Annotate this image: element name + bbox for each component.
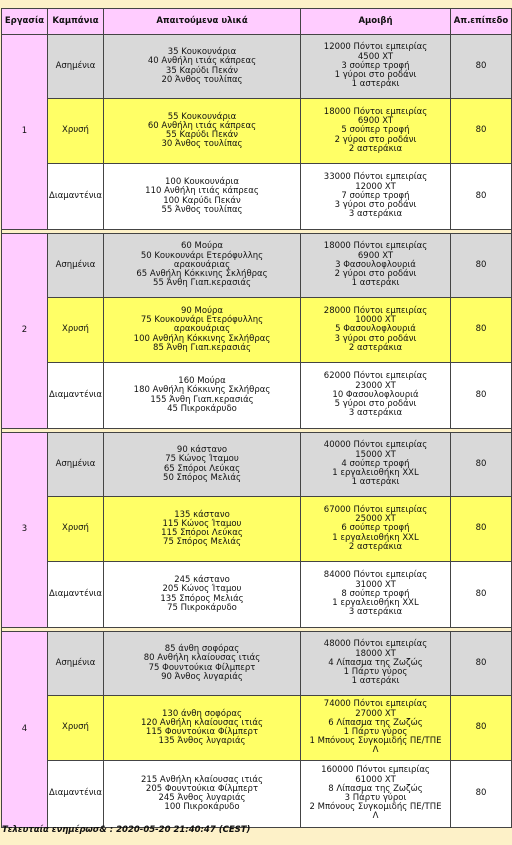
material-item: 85 Άνθη Γιαπ.κερασιάς	[153, 342, 251, 353]
material-item: 75 Πικροκάρυδο	[167, 602, 237, 613]
material-item: 100 Κουκουνάρια	[165, 177, 239, 188]
reward-item: 12000 Πόντοι εμπειρίας	[323, 42, 428, 53]
last-updated: Τελευταία ενημέρωσ& : 2020-05-20 21:40:47 (CEST)	[2, 825, 251, 835]
reward-item: 84000 Πόντοι εμπειρίας	[323, 570, 428, 581]
reward-cell	[301, 497, 451, 562]
reward-item: 3 σούπερ τροφή	[341, 60, 410, 71]
required-level: 80	[451, 99, 512, 164]
table-row	[2, 298, 512, 363]
campaign-name: Χρυσή	[48, 99, 104, 164]
required-level: 80	[451, 363, 512, 429]
reward-cell	[301, 363, 451, 429]
reward-item: Λ	[372, 811, 379, 822]
reward-cell	[301, 234, 451, 298]
reward-item: 3 αστεράκια	[348, 607, 403, 618]
reward-cell	[301, 164, 451, 230]
material-item: αρακουάριας	[173, 324, 231, 335]
material-item: 245 Άνθος λυγαριάς	[158, 793, 246, 803]
material-item: 115 Σπόροι Λεύκας	[161, 528, 243, 538]
reward-item: 4500 XT	[357, 51, 394, 62]
reward-item: 2 αστεράκια	[348, 342, 403, 353]
campaign-name: Χρυσή	[48, 497, 104, 562]
reward-item: 6 Λίπασμα της Ζωζώς	[328, 717, 423, 728]
required-level: 80	[451, 497, 512, 562]
materials-cell	[104, 234, 301, 298]
reward-item: 2 γύροι στο ροδάνι	[334, 269, 417, 280]
reward-item: 25000 XT	[355, 514, 396, 525]
material-item: 75 Κώνος Ίταμου	[165, 454, 239, 465]
materials-cell	[104, 35, 301, 99]
table-row	[2, 632, 512, 696]
materials-cell	[104, 164, 301, 230]
reward-item: 18000 Πόντοι εμπειρίας	[323, 241, 428, 252]
reward-item: 1 αστεράκι	[351, 676, 400, 687]
reward-item: Λ	[372, 745, 379, 756]
material-item: 135 Σπόρος Μελιάς	[160, 593, 244, 604]
reward-item: 4 σούπερ τροφή	[341, 458, 410, 469]
reward-item: 27000 XT	[355, 708, 396, 719]
material-item: 110 Ανθήλη ιτιάς κάπρεας	[145, 186, 259, 197]
material-item: 30 Άνθος τουλίπας	[161, 139, 243, 150]
table-header-row	[2, 9, 512, 35]
reward-item: 62000 Πόντοι εμπειρίας	[323, 371, 428, 382]
reward-item: 2 αστεράκια	[348, 143, 403, 154]
reward-item: 10000 XT	[355, 315, 396, 326]
reward-item: 1 αστεράκι	[351, 477, 400, 488]
material-item: 75 Κουκουνάρι Ετερόφυλλης	[140, 315, 264, 326]
reward-item: 8 σούπερ τροφή	[341, 588, 410, 599]
materials-cell	[104, 562, 301, 628]
reward-item: 23000 XT	[355, 380, 396, 391]
reward-item: 1 Πάρτυ γύρος	[343, 667, 408, 678]
material-item: 55 Κουκουνάρια	[167, 111, 237, 122]
reward-item: 4 Λίπασμα της Ζωζώς	[328, 657, 423, 668]
material-item: 75 Σπόρος Μελιάς	[163, 537, 241, 548]
materials-cell	[104, 696, 301, 761]
required-level: 80	[451, 234, 512, 298]
campaign-name: Ασημένια	[48, 234, 104, 298]
tasks-table	[1, 8, 512, 828]
reward-item: 3 αστεράκια	[348, 408, 403, 419]
reward-item: 18000 XT	[355, 648, 396, 659]
table-row	[2, 99, 512, 164]
reward-item: 74000 Πόντοι εμπειρίας	[323, 699, 428, 710]
material-item: 90 κάστανο	[176, 445, 228, 456]
table-row	[2, 562, 512, 628]
reward-item: 10 Φασουλοφλουριά	[332, 389, 419, 400]
reward-item: 2 γύροι στο ροδάνι	[334, 134, 417, 145]
reward-item: 1 αστεράκι	[351, 79, 400, 90]
material-item: 60 Ανθήλη ιτιάς κάπρεας	[147, 120, 257, 131]
required-level: 80	[451, 164, 512, 230]
materials-cell	[104, 632, 301, 696]
reward-item: 2 αστεράκια	[348, 541, 403, 552]
material-item: 90 Μούρα	[181, 305, 223, 316]
table-row	[2, 761, 512, 828]
material-item: 90 Άνθος λυγαριάς	[161, 671, 243, 682]
table-row	[2, 363, 512, 429]
material-item: 155 Άνθη Γιαπ.κερασιάς	[150, 394, 254, 405]
reward-cell	[301, 298, 451, 363]
required-level: 80	[451, 562, 512, 628]
materials-cell	[104, 433, 301, 497]
reward-cell	[301, 35, 451, 99]
material-item: 115 Κώνος Ίταμου	[162, 518, 242, 529]
campaign-name: Ασημένια	[48, 433, 104, 497]
reward-item: 1 εργαλειοθήκη XXL	[332, 532, 419, 543]
reward-item: 1 Πάρτυ γύρος	[343, 727, 408, 737]
material-item: 160 Μούρα	[178, 376, 226, 387]
material-item: 50 Σπόρος Μελιάς	[163, 472, 241, 483]
material-item: 45 Πικροκάρυδο	[167, 403, 237, 414]
reward-item: 8 Λίπασμα της Ζωζώς	[328, 783, 423, 794]
material-item: αρακουάριας	[173, 259, 231, 270]
table-row	[2, 433, 512, 497]
reward-cell	[301, 562, 451, 628]
task-number: 3	[2, 433, 48, 628]
header-campaign: Καμπάνια	[48, 9, 104, 35]
material-item: 120 Ανθήλη κλαίουσας ιτιάς	[141, 717, 263, 728]
table-row	[2, 35, 512, 99]
reward-item: 1 γύροι στο ροδάνι	[334, 70, 417, 81]
table-row	[2, 234, 512, 298]
task-number: 1	[2, 35, 48, 230]
materials-cell	[104, 99, 301, 164]
task-number: 4	[2, 632, 48, 828]
material-item: 130 άνθη σοφόρας	[162, 708, 242, 719]
materials-cell	[104, 497, 301, 562]
reward-item: 3 αστεράκια	[348, 209, 403, 220]
material-item: 65 Σπόροι Λεύκας	[163, 463, 241, 474]
header-reward: Αμοιβή	[301, 9, 451, 35]
material-item: 55 Καρύδι Πεκάν	[165, 130, 239, 140]
material-item: 115 Φουντούκια Φίλμπερτ	[145, 727, 259, 737]
header-task: Εργασία	[2, 9, 48, 35]
material-item: 135 Άνθος λυγαριάς	[158, 736, 246, 747]
reward-item: 18000 Πόντοι εμπειρίας	[323, 106, 428, 117]
campaign-name: Ασημένια	[48, 35, 104, 99]
table-row	[2, 164, 512, 230]
reward-item: 160000 Πόντοι εμπειρίας	[321, 765, 430, 776]
required-level: 80	[451, 632, 512, 696]
material-item: 40 Ανθήλη ιτιάς κάπρεας	[147, 56, 257, 67]
materials-cell	[104, 298, 301, 363]
material-item: 180 Ανθήλη Κόκκινης Σκλήθρας	[133, 385, 271, 396]
reward-item: 67000 Πόντοι εμπειρίας	[323, 504, 428, 515]
reward-item: 12000 XT	[355, 181, 396, 192]
table-row	[2, 497, 512, 562]
table-row	[2, 696, 512, 761]
reward-item: 6900 XT	[357, 250, 394, 261]
reward-item: 2 Μπόνους Συγκομιδής ΠΕ/ΤΠΕ	[309, 802, 442, 813]
campaign-name: Διαμαντένια	[48, 562, 104, 628]
required-level: 80	[451, 761, 512, 828]
campaign-name: Χρυσή	[48, 696, 104, 761]
reward-item: 15000 XT	[355, 449, 396, 460]
reward-cell	[301, 632, 451, 696]
material-item: 205 Φουντούκια Φίλμπερτ	[145, 783, 259, 794]
reward-item: 3 γύροι στο ροδάνι	[334, 333, 417, 344]
reward-item: 33000 Πόντοι εμπειρίας	[323, 172, 428, 183]
campaign-name: Διαμαντένια	[48, 761, 104, 828]
reward-cell	[301, 696, 451, 761]
material-item: 100 Πικροκάρυδο	[164, 802, 240, 813]
required-level: 80	[451, 35, 512, 99]
campaign-name: Διαμαντένια	[48, 164, 104, 230]
material-item: 55 Άνθη Γιαπ.κερασιάς	[153, 278, 251, 289]
reward-cell	[301, 761, 451, 828]
material-item: 60 Μούρα	[181, 241, 223, 252]
reward-item: 61000 XT	[355, 774, 396, 785]
reward-item: 48000 Πόντοι εμπειρίας	[323, 639, 428, 650]
material-item: 80 Ανθήλη κλαίουσας ιτιάς	[143, 653, 261, 664]
reward-item: 3 γύροι στο ροδάνι	[334, 200, 417, 211]
reward-item: 3 Πάρτυ γύροι	[344, 793, 407, 803]
material-item: 135 κάστανο	[174, 509, 230, 520]
reward-cell	[301, 433, 451, 497]
material-item: 35 Καρύδι Πεκάν	[165, 65, 239, 76]
material-item: 215 Ανθήλη κλαίουσας ιτιάς	[141, 774, 263, 785]
reward-item: 1 εργαλειοθήκη XXL	[332, 598, 419, 609]
material-item: 65 Ανθήλη Κόκκινης Σκλήθρας	[136, 269, 268, 280]
reward-item: 3 Φασουλοφλουριά	[335, 259, 416, 270]
reward-item: 1 αστεράκι	[351, 278, 400, 289]
material-item: 100 Ανθήλη Κόκκινης Σκλήθρας	[133, 333, 271, 344]
reward-item: 1 εργαλειοθήκη XXL	[332, 468, 419, 479]
required-level: 80	[451, 433, 512, 497]
material-item: 205 Κώνος Ίταμου	[162, 584, 242, 595]
task-number: 2	[2, 234, 48, 429]
reward-item: 1 Μπόνους Συγκομιδής ΠΕ/ΤΠΕ	[309, 736, 442, 747]
material-item: 20 Άνθος τουλίπας	[161, 74, 243, 85]
header-level: Απ.επίπεδο	[451, 9, 512, 35]
material-item: 55 Άνθος τουλίπας	[161, 204, 243, 215]
materials-cell	[104, 761, 301, 828]
material-item: 100 Καρύδι Πεκάν	[163, 195, 241, 206]
reward-item: 6900 XT	[357, 116, 394, 127]
campaign-name: Χρυσή	[48, 298, 104, 363]
material-item: 75 Φουντούκια Φίλμπερτ	[148, 662, 256, 673]
reward-item: 7 σούπερ τροφή	[341, 190, 410, 201]
reward-item: 28000 Πόντοι εμπειρίας	[323, 305, 428, 316]
reward-item: 40000 Πόντοι εμπειρίας	[323, 440, 428, 451]
reward-item: 5 Φασουλοφλουριά	[335, 324, 416, 335]
reward-item: 31000 XT	[355, 579, 396, 590]
required-level: 80	[451, 696, 512, 761]
reward-item: 6 σούπερ τροφή	[341, 523, 410, 534]
material-item: 50 Κουκουνάρι Ετερόφυλλης	[140, 250, 264, 261]
reward-cell	[301, 99, 451, 164]
material-item: 245 κάστανο	[174, 575, 230, 586]
material-item: 35 Κουκουνάρια	[167, 47, 237, 58]
reward-item: 5 σούπερ τροφή	[341, 125, 410, 136]
header-materials: Απαιτούμενα υλικά	[104, 9, 301, 35]
materials-cell	[104, 363, 301, 429]
material-item: 85 άνθη σοφόρας	[164, 644, 240, 655]
required-level: 80	[451, 298, 512, 363]
reward-item: 5 γύροι στο ροδάνι	[334, 399, 417, 410]
campaign-name: Ασημένια	[48, 632, 104, 696]
campaign-name: Διαμαντένια	[48, 363, 104, 429]
